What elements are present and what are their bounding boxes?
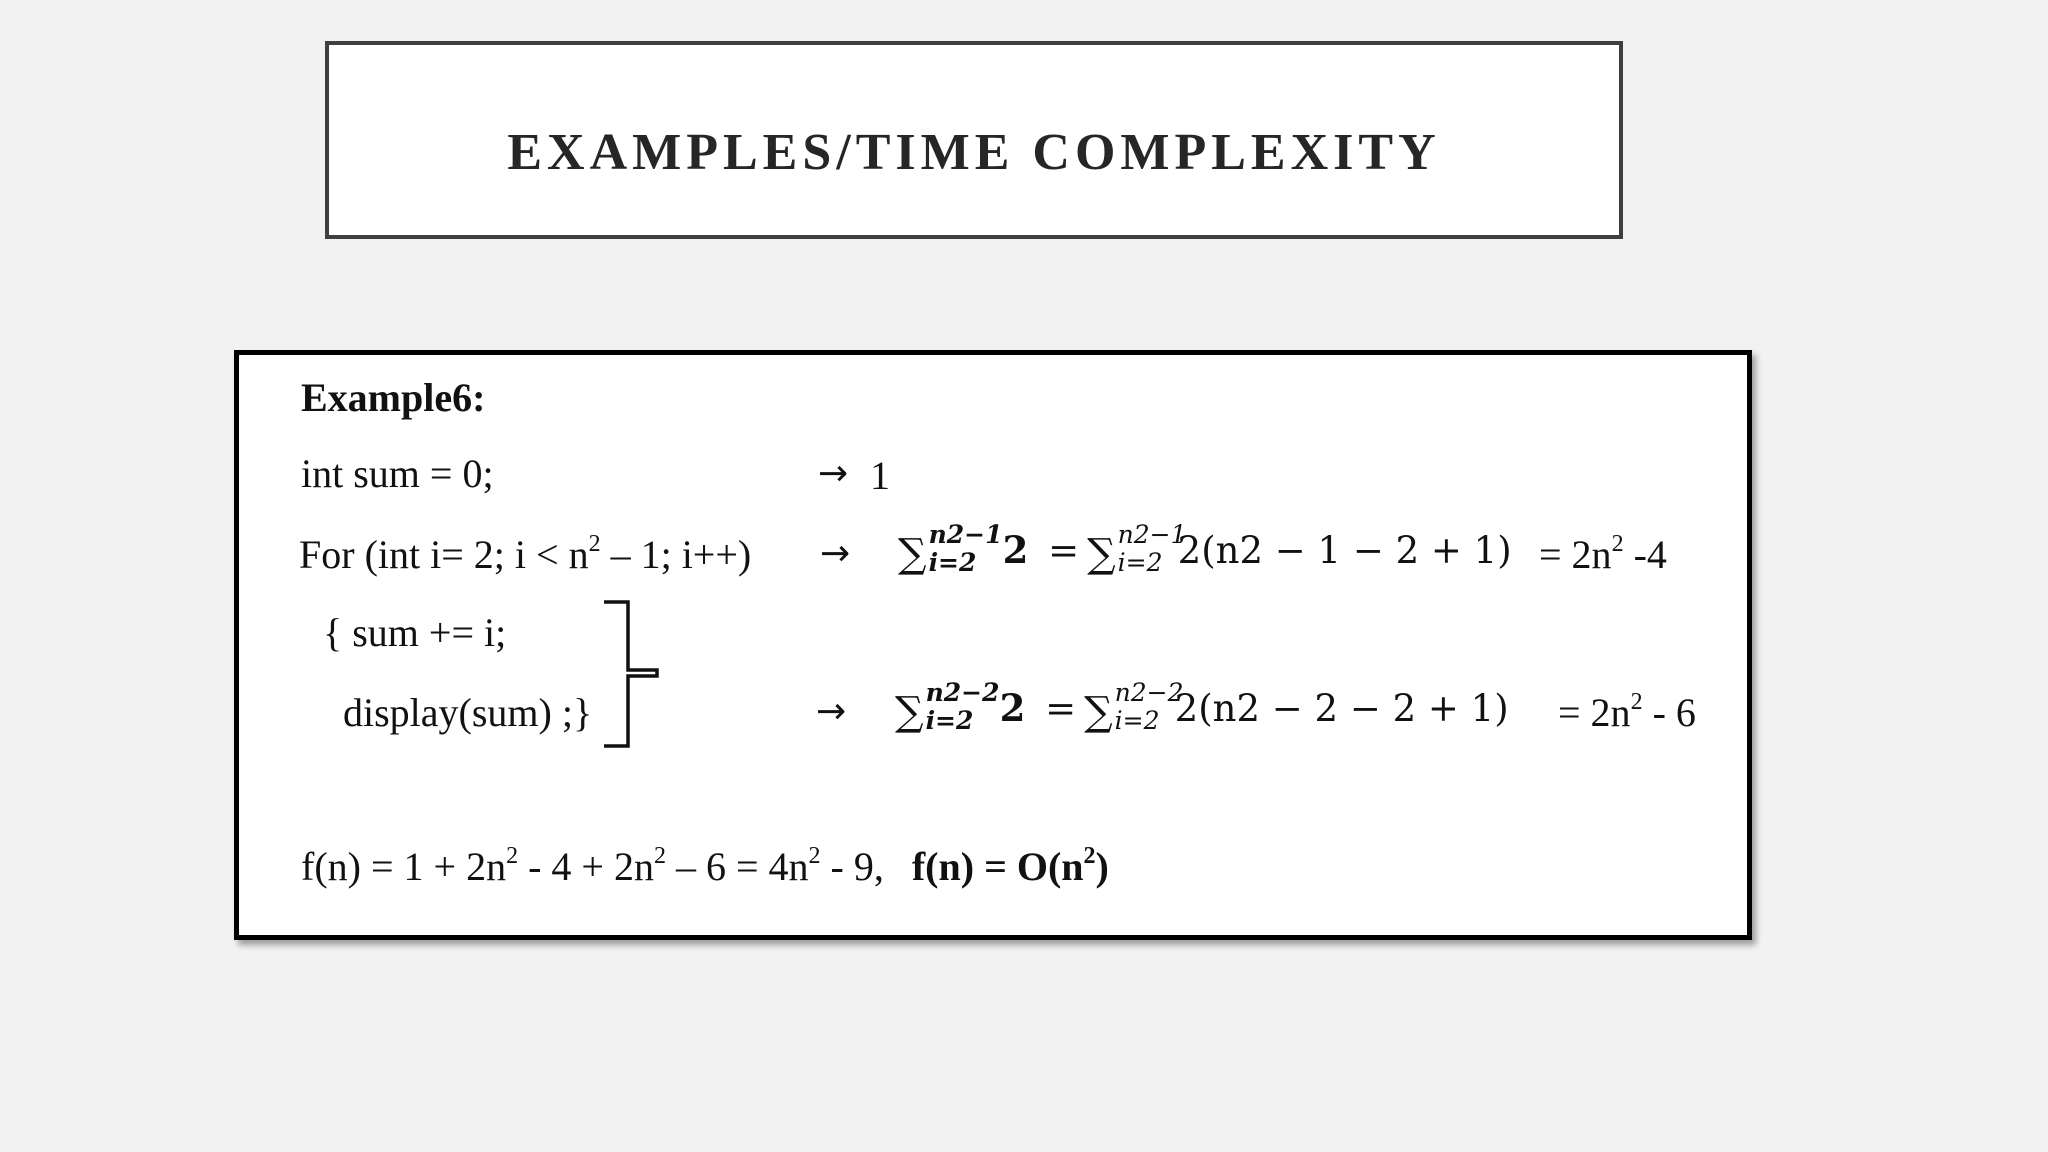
sum-limits: n2−2 i=2 [925, 678, 1000, 735]
complexity-summary: $f(n) = 1 + 2n^2 - 4 + 2n^2 - 6 = 4n^2 - 9$, $f(n) = O(n^2)$ [301, 843, 1109, 889]
sigma-symbol: ∑ [1087, 531, 1116, 577]
summation-line4: ∑ n2−2 i=2 2 = ∑ n2−2 i=2 2(n2 − 2 − 2 + 1) [895, 678, 1509, 735]
big-o-result: $f(n) = O(n^2)$ [911, 843, 1109, 889]
summation-line2: ∑ n2−1 i=2 2 = ∑ n2−1 i=2 2(n2 − 1 − 2 + 1) [898, 520, 1512, 577]
arrow-line2: → [820, 533, 851, 574]
cost-line1: 1 [870, 453, 890, 498]
code-line-init: int sum = 0; [301, 451, 494, 496]
sigma-symbol: ∑ [898, 531, 927, 577]
sigma-symbol: ∑ [895, 689, 924, 735]
code-line-for: For (int i= 2; $i < n^2 - 1$; i++) [299, 531, 752, 577]
cost-line4: = $2n^2 - 6$ [1558, 689, 1696, 735]
cost-line2: = $2n^2$ -4 [1539, 531, 1667, 577]
sum-limits: n2−2 i=2 [1114, 678, 1184, 735]
arrow-line4: → [816, 691, 847, 732]
sigma-symbol: ∑ [1084, 689, 1113, 735]
arrow-line1: → [818, 453, 849, 494]
example-heading: Example6: [301, 375, 486, 420]
code-line-display: display(sum) ;} [343, 690, 593, 735]
code-line-sum: { sum += i; [323, 610, 507, 655]
title-box [325, 41, 1623, 239]
sum-limits: n2−1 i=2 [1117, 520, 1187, 577]
right-brace-icon [602, 600, 662, 748]
slide-title: EXAMPLES/TIME COMPLEXITY [507, 124, 1441, 181]
sum-limits: n2−1 i=2 [928, 520, 1003, 577]
